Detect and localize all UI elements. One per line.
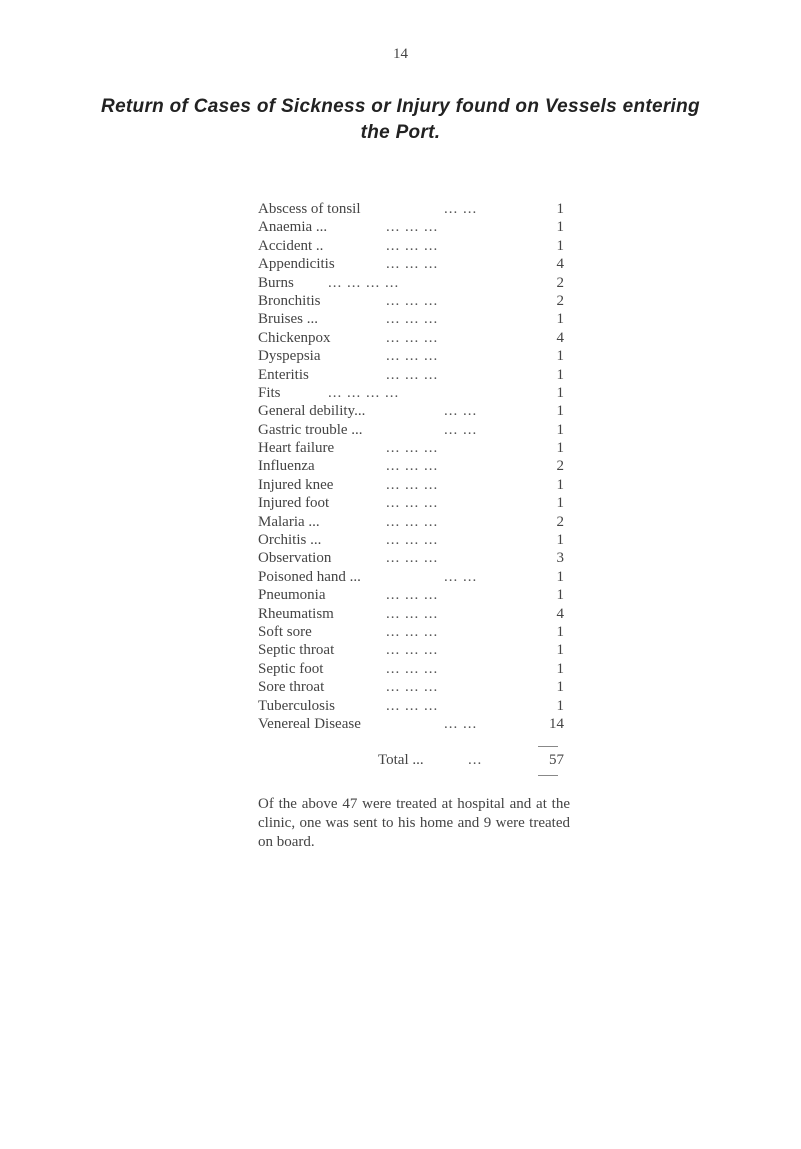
list-item — [258, 329, 578, 347]
list-item — [258, 292, 578, 310]
case-label: Bruises ... — [258, 311, 318, 328]
page-title — [40, 94, 761, 146]
case-count: 1 — [556, 476, 564, 493]
case-count: 2 — [556, 292, 564, 309]
case-label: Appendicitis — [258, 256, 335, 273]
list-item — [258, 697, 578, 715]
leader-dots: ... ... ... — [386, 587, 439, 604]
case-count: 1 — [556, 440, 564, 457]
case-count: 1 — [556, 623, 564, 640]
list-item — [258, 218, 578, 236]
leader-dots: ... ... ... ... — [328, 384, 400, 401]
list-item — [258, 494, 578, 512]
leader-dots: ... ... — [444, 421, 478, 438]
leader-dots: ... ... ... — [386, 366, 439, 383]
leader-dots: ... ... ... — [386, 219, 439, 236]
leader-dots: ... ... ... — [386, 605, 439, 622]
case-label: Septic foot — [258, 660, 324, 677]
title-line-1: Return of Cases of Sickness or Injury found on Vessels entering — [101, 96, 700, 117]
leader-dots: ... ... ... — [386, 495, 439, 512]
leader-dots: ... ... ... — [386, 237, 439, 254]
case-label: Fits — [258, 384, 281, 401]
leader-dots: ... — [468, 752, 483, 768]
case-label: Venereal Disease — [258, 715, 361, 732]
case-count: 1 — [556, 311, 564, 328]
total-rule-top — [538, 746, 558, 747]
case-label: Dyspepsia — [258, 348, 321, 365]
cases-list — [258, 200, 578, 733]
total-row — [258, 750, 578, 770]
case-count: 1 — [556, 348, 564, 365]
leader-dots: ... ... ... — [386, 532, 439, 549]
case-label: Malaria ... — [258, 513, 320, 530]
leader-dots: ... ... ... — [386, 550, 439, 567]
list-item — [258, 605, 578, 623]
case-count: 1 — [556, 201, 564, 217]
case-count: 1 — [556, 568, 564, 585]
list-item — [258, 421, 578, 439]
list-item — [258, 549, 578, 567]
leader-dots: ... ... ... — [386, 660, 439, 677]
case-label: Chickenpox — [258, 329, 331, 346]
list-item — [258, 366, 578, 384]
case-count: 1 — [556, 495, 564, 512]
total-label: Total ... — [378, 752, 424, 768]
list-item — [258, 715, 578, 733]
case-label: Orchitis ... — [258, 532, 322, 549]
case-label: Rheumatism — [258, 605, 334, 622]
leader-dots: ... ... ... — [386, 642, 439, 659]
case-count: 1 — [556, 660, 564, 677]
case-label: General debility... — [258, 403, 366, 420]
list-item — [258, 678, 578, 696]
list-item — [258, 200, 578, 218]
case-label: Tuberculosis — [258, 697, 335, 714]
case-label: Influenza — [258, 458, 315, 475]
list-item — [258, 586, 578, 604]
list-item — [258, 237, 578, 255]
list-item — [258, 402, 578, 420]
case-label: Sore throat — [258, 679, 325, 696]
list-item — [258, 623, 578, 641]
case-count: 2 — [556, 458, 564, 475]
case-count: 4 — [556, 256, 564, 273]
case-label: Observation — [258, 550, 332, 567]
case-count: 14 — [549, 715, 564, 732]
leader-dots: ... ... ... — [386, 329, 439, 346]
case-count: 1 — [556, 219, 564, 236]
case-count: 3 — [556, 550, 564, 567]
leader-dots: ... ... — [444, 568, 478, 585]
total-rule-bottom — [538, 775, 558, 776]
case-count: 1 — [556, 384, 564, 401]
case-label: Accident .. — [258, 237, 324, 254]
case-count: 4 — [556, 605, 564, 622]
case-label: Burns — [258, 274, 294, 291]
page-number: 14 — [393, 46, 408, 62]
list-item — [258, 513, 578, 531]
list-item — [258, 274, 578, 292]
case-label: Poisoned hand ... — [258, 568, 361, 585]
case-count: 2 — [556, 274, 564, 291]
case-label: Injured foot — [258, 495, 330, 512]
case-count: 2 — [556, 513, 564, 530]
list-item — [258, 384, 578, 402]
case-count: 1 — [556, 642, 564, 659]
case-label: Pneumonia — [258, 587, 326, 604]
leader-dots: ... ... ... — [386, 311, 439, 328]
list-item — [258, 255, 578, 273]
leader-dots: ... ... — [444, 403, 478, 420]
leader-dots: ... ... ... — [386, 440, 439, 457]
case-count: 1 — [556, 679, 564, 696]
case-count: 4 — [556, 329, 564, 346]
case-label: Enteritis — [258, 366, 309, 383]
list-item — [258, 568, 578, 586]
total-value: 57 — [549, 752, 564, 768]
case-count: 1 — [556, 532, 564, 549]
list-item — [258, 476, 578, 494]
case-label: Gastric trouble ... — [258, 421, 363, 438]
leader-dots: ... ... ... — [386, 458, 439, 475]
leader-dots: ... ... ... — [386, 623, 439, 640]
case-count: 1 — [556, 697, 564, 714]
case-count: 1 — [556, 587, 564, 604]
case-label: Septic throat — [258, 642, 335, 659]
leader-dots: ... ... — [444, 715, 478, 732]
leader-dots: ... ... ... — [386, 256, 439, 273]
leader-dots: ... ... ... — [386, 513, 439, 530]
list-item — [258, 310, 578, 328]
case-label: Heart failure — [258, 440, 335, 457]
leader-dots: ... ... ... — [386, 476, 439, 493]
list-item — [258, 660, 578, 678]
case-count: 1 — [556, 237, 564, 254]
list-item — [258, 347, 578, 365]
leader-dots: ... ... ... — [386, 348, 439, 365]
case-count: 1 — [556, 421, 564, 438]
title-line-2: the Port. — [360, 122, 441, 143]
case-count: 1 — [556, 403, 564, 420]
case-count: 1 — [556, 366, 564, 383]
leader-dots: ... ... ... — [386, 292, 439, 309]
case-label: Soft sore — [258, 623, 312, 640]
case-label: Anaemia ... — [258, 219, 328, 236]
footnote-paragraph: Of the above 47 were treated at hospital and at the clinic, one was sent to his home and 9 were treated on board. — [258, 796, 570, 850]
list-item — [258, 457, 578, 475]
list-item — [258, 531, 578, 549]
leader-dots: ... ... ... — [386, 697, 439, 714]
case-label: Abscess of tonsil — [258, 201, 361, 217]
leader-dots: ... ... — [444, 201, 478, 217]
list-item — [258, 439, 578, 457]
case-label: Injured knee — [258, 476, 334, 493]
case-label: Bronchitis — [258, 292, 321, 309]
list-item — [258, 641, 578, 659]
leader-dots: ... ... ... — [386, 679, 439, 696]
leader-dots: ... ... ... ... — [328, 274, 400, 291]
